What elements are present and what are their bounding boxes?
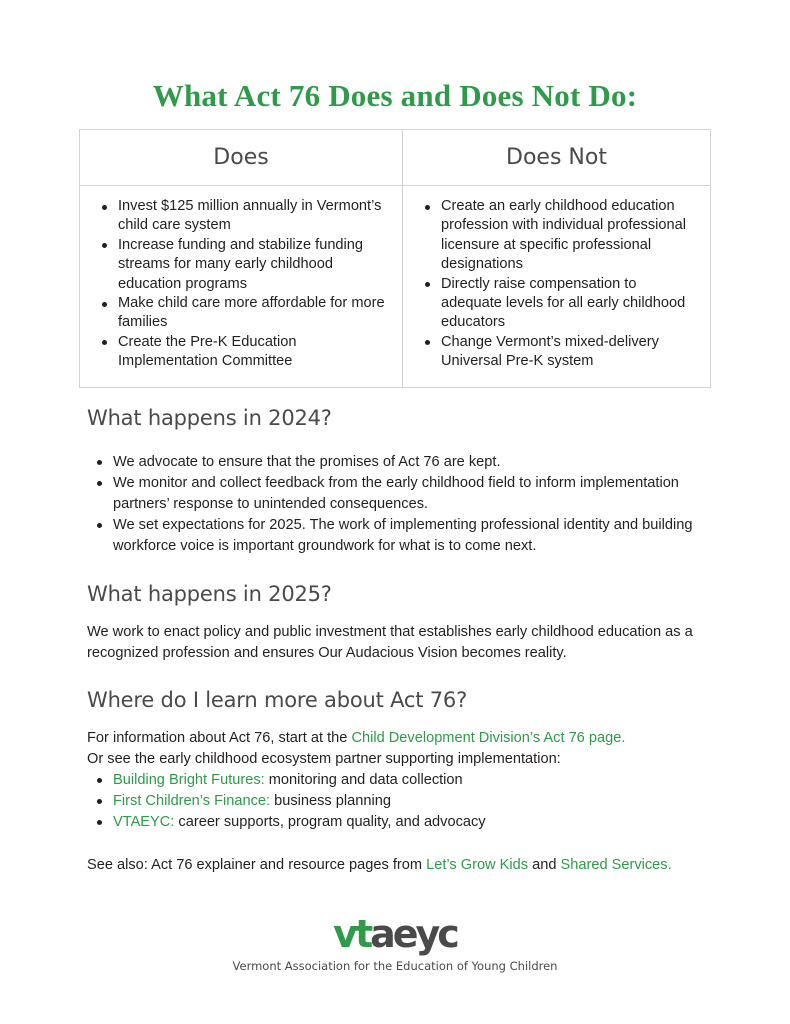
child-development-division-link[interactable]: Child Development Division’s Act 76 page. [351,730,626,746]
does-not-list-item: Change Vermont’s mixed-delivery Universal Pre-K system [423,333,700,372]
logo-vt: vt [333,912,371,956]
page-title: What Act 76 Does and Does Not Do: [152,78,638,113]
section-2024-item: We monitor and collect feedback from the early childhood field to inform implementation partners’ response to unintended consequences. [87,473,707,515]
vtaeyc-logo [0,912,790,956]
does-list-item: Increase funding and stabilize funding streams for many early childhood education programs [100,236,392,294]
shared-services-link[interactable]: Shared Services. [560,857,672,873]
section-2025-text: We work to enact policy and public investment that establishes early childhood education as a recognized profession and ensures Our Audacious Vision becomes reality. [87,624,693,661]
organization-tagline: Vermont Association for the Education of Young Children [232,959,558,973]
does-list-item: Invest $125 million annually in Vermont’s child care system [100,197,392,236]
does-not-list-item: Directly raise compensation to adequate levels for all early childhood educators [423,275,700,333]
section-2024 [87,406,707,557]
section-2024-list [87,452,707,557]
logo-aeyc: aeyc [370,912,457,956]
partner-desc: business planning [270,793,391,809]
does-cell [80,186,403,387]
vtaeyc-link[interactable]: VTAEYC: [113,814,175,830]
section-2024-heading: What happens in 2024? [87,406,332,430]
does-list-item: Create the Pre-K Education Implementation Committee [100,333,392,372]
does-not-cell [403,186,710,387]
does-not-list-item: Create an early childhood education profession with individual professional licensure at specific professional designations [423,197,700,275]
partner-item [87,770,707,791]
does-not-column-header: Does Not [403,130,710,186]
lets-grow-kids-link[interactable]: Let’s Grow Kids [426,857,529,873]
section-2025 [87,582,707,664]
see-also-prefix: See also: Act 76 explainer and resource pages from [87,857,427,873]
section-2024-item: We set expectations for 2025. The work of implementing professional identity and building workforce voice is important groundwork for what is to come next. [87,515,707,557]
does-not-list [423,197,700,372]
does-column-header: Does [80,130,403,186]
section-2025-heading: What happens in 2025? [87,582,332,606]
first-childrens-finance-link[interactable]: First Children’s Finance: [113,793,271,809]
partner-desc: monitoring and data collection [264,772,463,788]
does-list-item: Make child care more affordable for more families [100,294,392,333]
section-2024-item: We advocate to ensure that the promises of Act 76 are kept. [87,452,707,473]
does-list [100,197,392,372]
see-also-text [87,855,707,876]
learn-more-section [87,688,707,876]
building-bright-futures-link[interactable]: Building Bright Futures: [113,772,265,788]
partner-intro-text: Or see the early childhood ecosystem partner supporting implementation: [87,751,561,767]
learn-more-intro [87,728,707,749]
partner-list [87,770,707,833]
learn-more-heading: Where do I learn more about Act 76? [87,688,468,712]
does-does-not-table [79,129,711,388]
see-also-and: and [528,857,561,873]
partner-item [87,791,707,812]
partner-desc: career supports, program quality, and advocacy [174,814,486,830]
partner-item [87,812,707,833]
intro-text: For information about Act 76, start at the [87,730,352,746]
